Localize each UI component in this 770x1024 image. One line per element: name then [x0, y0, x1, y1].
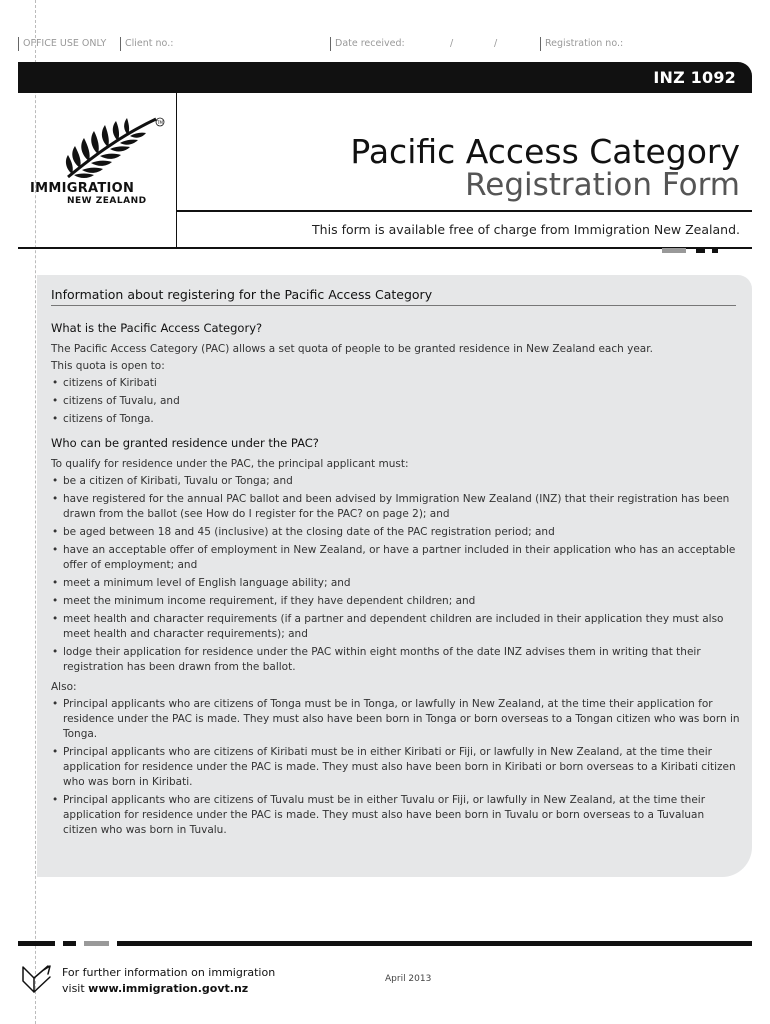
- what-is-pac-text: The Pacific Access Category (PAC) allows a set quota of people to be granted residence in New Zealand each year.: [51, 343, 653, 355]
- quota-intro-text: This quota is open to:: [51, 360, 165, 372]
- also-list: [51, 697, 741, 838]
- logo-new-zealand-text: NEW ZEALAND: [67, 196, 147, 206]
- form-number: INZ 1092: [653, 68, 736, 87]
- office-use-label: OFFICE USE ONLY: [18, 37, 106, 51]
- list-item: • meet the minimum income requirement, if they have dependent children; and: [51, 594, 741, 609]
- list-item: • citizens of Tuvalu, and: [51, 394, 741, 409]
- also-label: Also:: [51, 681, 77, 693]
- office-use-bar: [18, 37, 638, 51]
- information-content: [51, 320, 741, 843]
- list-item: • Principal applicants who are citizens of Kiribati must be in either Kiribati or Fiji, or lawfully in New Zealand, at the time their application for residence under the PAC is made. They must also have been born in Kiribati or born overseas to a Kiribati citizen who was born in Kiribati.: [51, 745, 741, 790]
- footer-website-line: [62, 982, 248, 995]
- footer-rule: [63, 941, 76, 946]
- date-received-label: Date received:: [330, 37, 405, 51]
- footer-visit-text: visit: [62, 982, 89, 995]
- list-item: • citizens of Tonga.: [51, 412, 741, 427]
- list-item: • citizens of Kiribati: [51, 376, 741, 391]
- registration-no-label: Registration no.:: [540, 37, 623, 51]
- quota-list: [51, 376, 741, 427]
- list-item: • meet health and character requirements (if a partner and dependent children are included in their application they must also meet health and character requirements); and: [51, 612, 741, 642]
- requirements-list: [51, 474, 741, 675]
- list-item: • have an acceptable offer of employment in New Zealand, or have a partner included in their application who has an acceptable offer of employment; and: [51, 543, 741, 573]
- decorative-dash: [662, 248, 686, 253]
- section-title: Information about registering for the Pacific Access Category: [51, 287, 433, 302]
- client-no-label: Client no.:: [120, 37, 173, 51]
- footer-rule: [18, 941, 55, 946]
- date-separator: /: [494, 38, 498, 49]
- publication-date: April 2013: [385, 974, 432, 984]
- who-can-be-granted-heading: Who can be granted residence under the PAC?: [51, 436, 319, 450]
- footer-rule: [117, 941, 752, 946]
- header-divider: [177, 210, 752, 212]
- what-is-pac-heading: What is the Pacific Access Category?: [51, 321, 263, 335]
- decorative-dash: [696, 248, 705, 253]
- header-rule: [18, 247, 752, 249]
- section-rule: [51, 305, 736, 306]
- list-item: • have registered for the annual PAC ballot and been advised by Immigration New Zealand (INZ) that their registration has been drawn from the ballot (see How do I register for the PAC? on page 2); and: [51, 492, 741, 522]
- website-link[interactable]: www.immigration.govt.nz: [88, 982, 249, 995]
- list-item: • lodge their application for residence under the PAC within eight months of the date INZ advises them in writing that their registration has been drawn from the ballot.: [51, 645, 741, 675]
- list-item: • meet a minimum level of English language ability; and: [51, 576, 741, 591]
- footer-rule: [84, 941, 109, 946]
- page-title: Pacific Access Category: [350, 132, 740, 171]
- list-item: • be aged between 18 and 45 (inclusive) at the closing date of the PAC registration period; and: [51, 525, 741, 540]
- qualify-intro-text: To qualify for residence under the PAC, the principal applicant must:: [51, 458, 409, 470]
- list-item: • Principal applicants who are citizens of Tuvalu must be in either Tuvalu or Fiji, or lawfully in New Zealand, at the time their application for residence under the PAC is made. They must also have been born in Tuvalu or born overseas to a Tuvaluan citizen who was born in Tuvalu.: [51, 793, 741, 838]
- footer-info-text: For further information on immigration: [62, 966, 276, 979]
- decorative-dash: [712, 248, 718, 253]
- info-arrow-icon: [20, 962, 54, 996]
- header-divider: [176, 93, 177, 248]
- trademark-mark: TM: [157, 120, 163, 125]
- page-subtitle: Registration Form: [465, 167, 740, 203]
- header-band: [18, 62, 752, 93]
- date-separator: /: [450, 38, 454, 49]
- availability-note: This form is available free of charge from Immigration New Zealand.: [312, 222, 740, 237]
- list-item: • Principal applicants who are citizens of Tonga must be in Tonga, or lawfully in New Zealand, at the time their application for residence under the PAC is made. They must also have been born in Tonga or born overseas to a Tongan citizen who was born in Tonga.: [51, 697, 741, 742]
- logo-immigration-text: IMMIGRATION: [30, 181, 135, 196]
- list-item: • be a citizen of Kiribati, Tuvalu or Tonga; and: [51, 474, 741, 489]
